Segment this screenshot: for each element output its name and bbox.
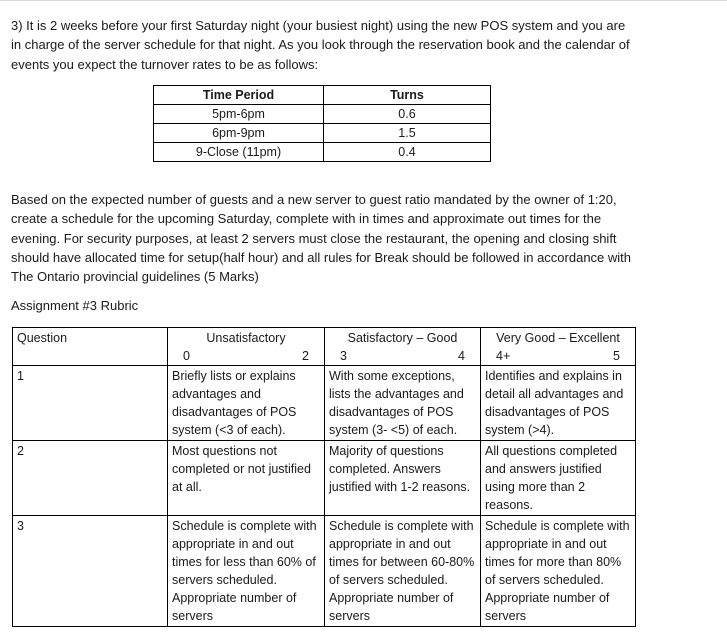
- level-label: Unsatisfactory: [206, 331, 286, 345]
- turnover-table: [153, 85, 491, 162]
- table-header-row: [154, 86, 491, 105]
- level-label: Satisfactory – Good: [347, 331, 458, 345]
- header-satisfactory-good: [325, 328, 481, 366]
- score-low: 4+: [496, 349, 511, 363]
- rubric-cell-excellent: Identifies and explains in detail all advantages and disadvantages of POS system (>4).: [481, 366, 636, 441]
- score-range: [329, 347, 476, 365]
- turns-cell: 1.5: [324, 124, 491, 143]
- score-low: 0: [183, 349, 190, 363]
- score-low: 3: [340, 349, 347, 363]
- table-row: [154, 105, 491, 124]
- score-range: [172, 347, 320, 365]
- question-number: 3: [13, 516, 168, 627]
- table-row: [154, 124, 491, 143]
- score-high: 4: [458, 349, 465, 363]
- turns-cell: 0.6: [324, 105, 491, 124]
- time-period-cell: 5pm-6pm: [154, 105, 324, 124]
- header-question: Question: [13, 328, 168, 366]
- table-row: [13, 441, 636, 516]
- turns-cell: 0.4: [324, 143, 491, 162]
- rubric-cell-satisfactory: Schedule is complete with appropriate in and out times for between 60-80% of servers scheduled. Appropriate number of servers: [325, 516, 481, 627]
- table-row: [13, 516, 636, 627]
- score-range: [485, 347, 631, 365]
- rubric-cell-unsatisfactory: Briefly lists or explains advantages and disadvantages of POS system (<3 of each).: [168, 366, 325, 441]
- rubric-cell-unsatisfactory: Most questions not completed or not justified at all.: [168, 441, 325, 516]
- rubric-header-row: [13, 328, 636, 366]
- rubric-cell-satisfactory: With some exceptions, lists the advantages and disadvantages of POS system (3- <5) of each.: [325, 366, 481, 441]
- question-number: 1: [13, 366, 168, 441]
- rubric-cell-excellent: Schedule is complete with appropriate in and out times for more than 80% of servers scheduled. Appropriate number of servers: [481, 516, 636, 627]
- instructions-paragraph: Based on the expected number of guests and a new server to guest ratio mandated by the owner of 1:20, create a schedule for the upcoming Saturday, complete with in times and approximate out times for the evening. For security purposes, at least 2 servers must close the restaurant, the opening and closing shift should have allocated time for setup(half hour) and all rules for Break should be followed in accordance with The Ontario provincial guidelines (5 Marks): [11, 192, 632, 285]
- level-label: Very Good – Excellent: [496, 331, 620, 345]
- table-row: [13, 366, 636, 441]
- header-time-period: Time Period: [154, 86, 324, 105]
- table-row: [154, 143, 491, 162]
- time-period-cell: 9-Close (11pm): [154, 143, 324, 162]
- rubric-cell-unsatisfactory: Schedule is complete with appropriate in and out times for less than 60% of servers scheduled. Appropriate number of servers: [168, 516, 325, 627]
- question-intro: 3) It is 2 weeks before your first Saturday night (your busiest night) using the new POS system and you are in charge of the server schedule for that night. As you look through the reservation book and the calendar of events you expect the turnover rates to be as follows:: [11, 18, 630, 72]
- page-top-border: [0, 0, 727, 1]
- time-period-cell: 6pm-9pm: [154, 124, 324, 143]
- header-unsatisfactory: [168, 328, 325, 366]
- header-very-good-excellent: [481, 328, 636, 366]
- header-turns: Turns: [324, 86, 491, 105]
- rubric-cell-excellent: All questions completed and answers justified using more than 2 reasons.: [481, 441, 636, 516]
- rubric-cell-satisfactory: Majority of questions completed. Answers justified with 1-2 reasons.: [325, 441, 481, 516]
- question-number: 2: [13, 441, 168, 516]
- rubric-title: Assignment #3 Rubric: [11, 298, 139, 313]
- rubric-table: [12, 327, 636, 627]
- score-high: 5: [613, 349, 620, 363]
- score-high: 2: [302, 349, 309, 363]
